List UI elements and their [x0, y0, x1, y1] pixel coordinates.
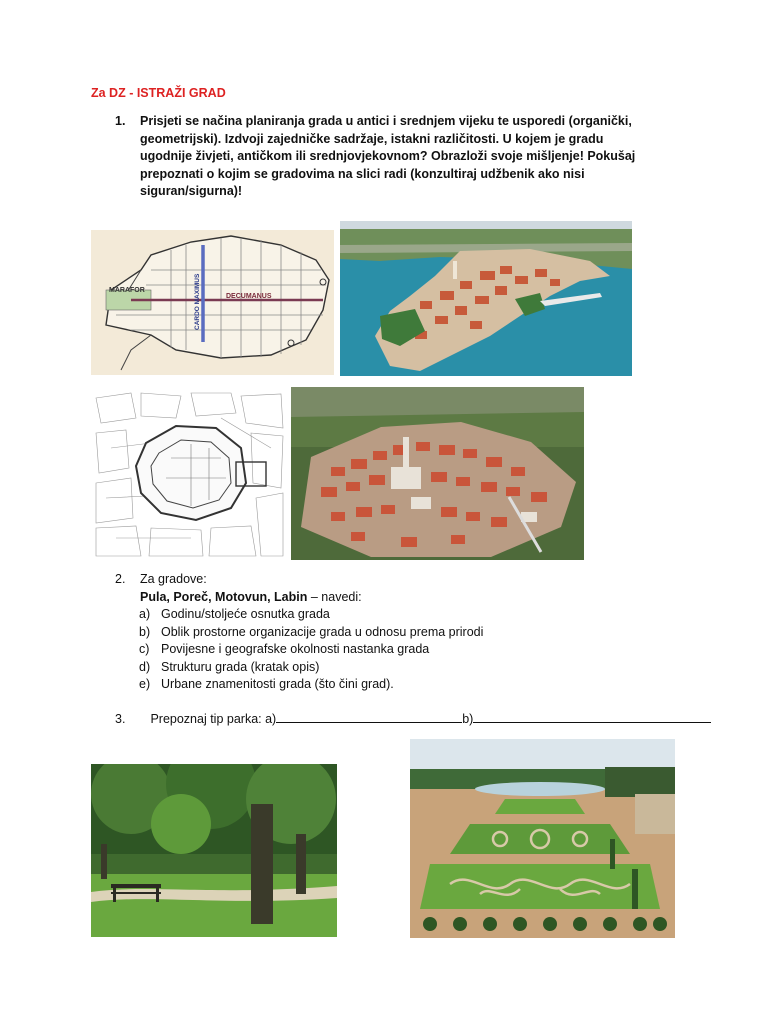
list-item-text: Povijesne i geografske okolnosti nastanka grada [161, 642, 430, 656]
question-3-number: 3. [115, 712, 126, 726]
question-2-intro: Za gradove: [140, 572, 207, 586]
question-1-text: Prisjeti se načina planiranja grada u antici i srednjem vijeku te usporedi (organički, geometrijski). Izdvoji zajedničke sadržaje, istakni različitosti. U kojem je gradu ugodnije živjeti, antičkom ili srednjovjekovnom? Obrazloži svoje mišljenje! Pokušaj prepoznati o kojim se gradovima na slici radi (konzultiraj udžbenik ako nisi siguran/sigurna)! [140, 114, 636, 198]
porec-aerial-photo [340, 221, 632, 376]
question-1 [115, 113, 655, 201]
map-label-cardo: CARDO MAXIMUS [194, 273, 201, 330]
question-2-number: 2. [115, 572, 126, 586]
list-item-letter: e) [139, 677, 151, 691]
list-item-letter: b) [139, 624, 151, 639]
question-3 [115, 710, 711, 726]
list-item [115, 624, 675, 642]
list-item [115, 606, 675, 624]
map-label-marafor: MARAFOR [109, 287, 145, 294]
list-item-text: Urbane znamenitosti grada (što čini grad). [161, 677, 394, 691]
motovun-city-plan-image [91, 388, 287, 560]
page-title: Za DZ - ISTRAŽI GRAD [91, 86, 226, 100]
list-item [115, 641, 675, 659]
question-2-cities-suffix: – navedi: [307, 589, 362, 604]
question-2-cities: Pula, Poreč, Motovun, Labin [140, 589, 308, 604]
list-item-letter: c) [139, 642, 150, 656]
question-3-b-label: b) [462, 712, 474, 726]
motovun-aerial-photo [291, 387, 584, 560]
list-item-text: Godinu/stoljeće osnutka grada [161, 607, 330, 621]
answer-a-blank[interactable] [276, 710, 462, 723]
map-label-decumanus: DECUMANUS [226, 293, 272, 300]
list-item [115, 659, 675, 677]
formal-garden-photo [410, 739, 675, 938]
answer-b-blank[interactable] [473, 710, 711, 723]
question-3-label: Prepoznaj tip parka: a) [150, 712, 277, 726]
list-item-text: Oblik prostorne organizacije grada u odnosu prema prirodi [161, 624, 484, 639]
list-item [115, 676, 675, 694]
list-item-letter: a) [139, 607, 151, 621]
question-2-list [115, 606, 675, 694]
question-1-number: 1. [115, 114, 126, 128]
question-2 [115, 571, 675, 694]
list-item-text: Strukturu grada (kratak opis) [161, 659, 320, 674]
question-2-cities-line [140, 589, 675, 607]
porec-city-plan-image [91, 230, 334, 375]
list-item-letter: d) [139, 659, 151, 674]
landscape-park-photo [91, 764, 337, 937]
